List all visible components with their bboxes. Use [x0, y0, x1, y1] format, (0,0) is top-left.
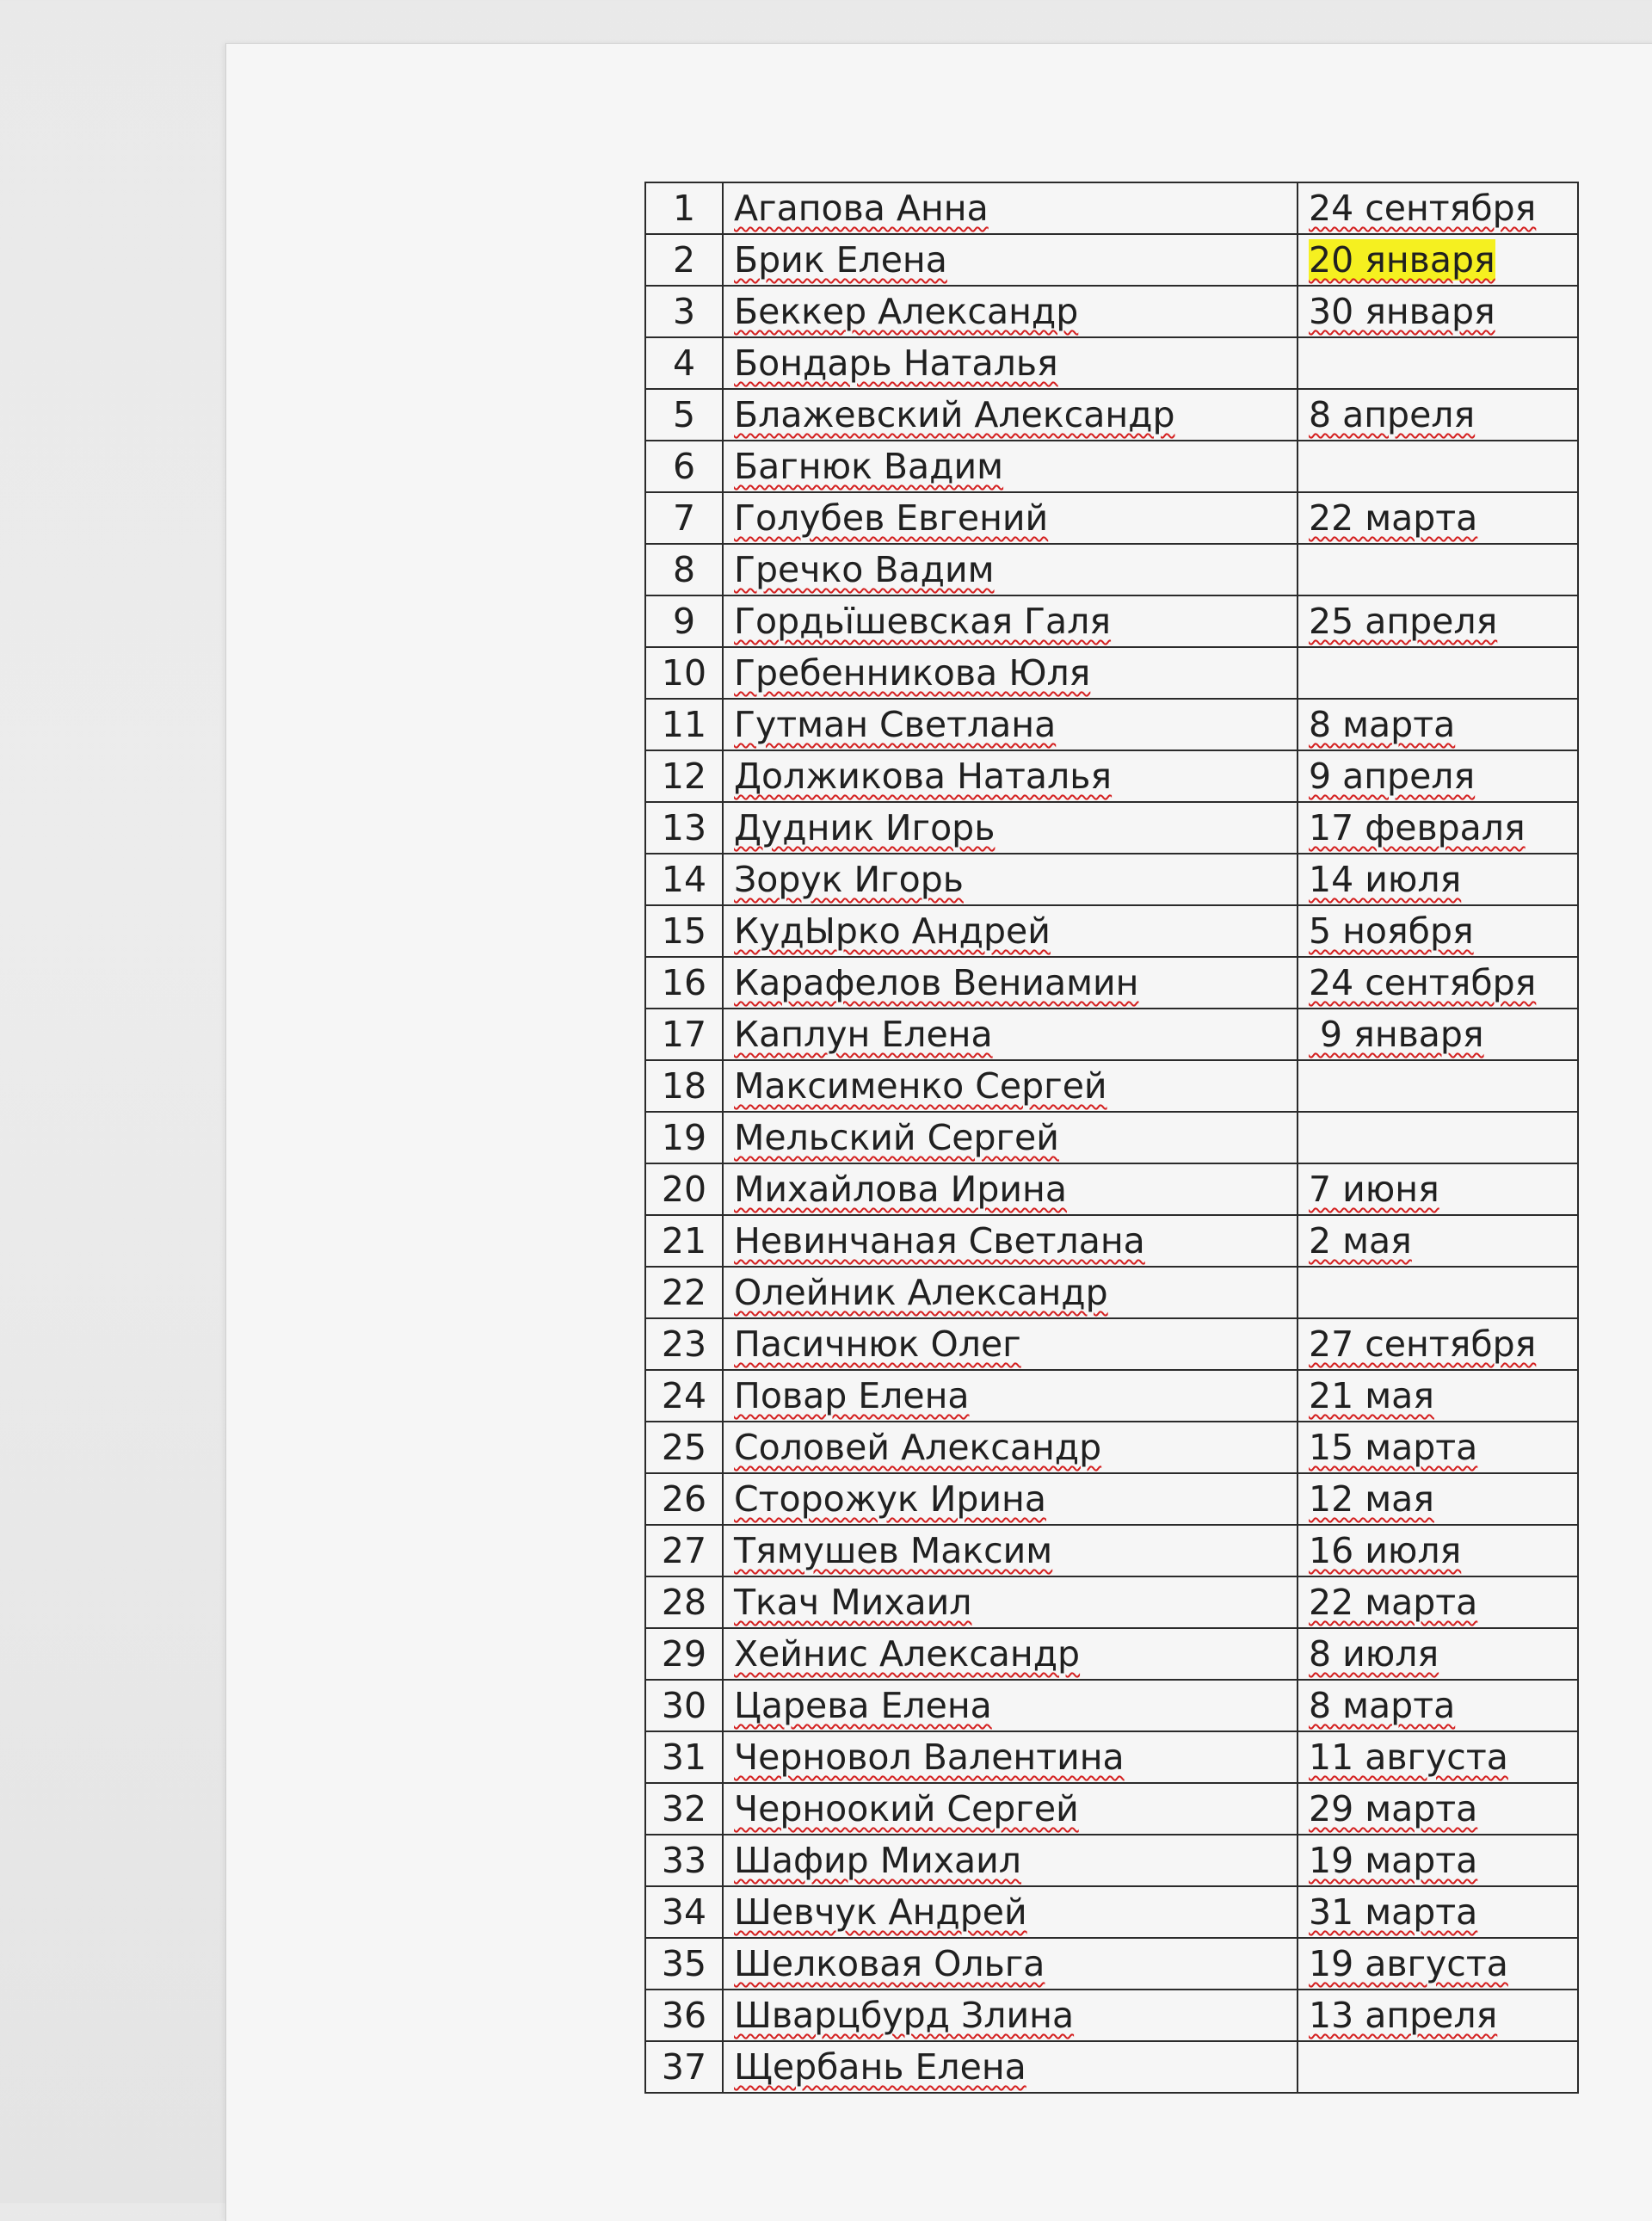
row-number: 26 — [645, 1473, 723, 1525]
row-number: 19 — [645, 1112, 723, 1163]
birthday-date: 8 апреля — [1309, 394, 1476, 435]
table-row — [645, 1576, 1578, 1628]
row-number: 5 — [645, 389, 723, 441]
table-row — [645, 1473, 1578, 1525]
person-name-cell[interactable] — [723, 957, 1298, 1009]
person-name-cell[interactable] — [723, 750, 1298, 802]
person-name: Зорук Игорь — [734, 859, 964, 900]
birthday-date: 19 марта — [1309, 1840, 1478, 1881]
person-name: Гребенникова Юля — [734, 652, 1091, 694]
birthday-date: 17 февраля — [1309, 807, 1526, 848]
birthday-cell[interactable] — [1298, 957, 1578, 1009]
row-number: 32 — [645, 1783, 723, 1835]
birthday-cell[interactable] — [1298, 1473, 1578, 1525]
birthday-cell[interactable] — [1298, 182, 1578, 234]
table-row — [645, 337, 1578, 389]
person-name-cell[interactable] — [723, 1938, 1298, 1990]
birthday-cell[interactable] — [1298, 1009, 1578, 1060]
table-row — [645, 1628, 1578, 1680]
birthday-date: 22 марта — [1309, 497, 1478, 539]
birthday-cell[interactable] — [1298, 1783, 1578, 1835]
person-name: Соловей Александр — [734, 1427, 1102, 1468]
table-row — [645, 854, 1578, 905]
birthday-date: 27 сентября — [1309, 1323, 1537, 1365]
person-name-cell[interactable] — [723, 544, 1298, 595]
person-name: Черноокий Сергей — [734, 1788, 1079, 1829]
table-row — [645, 1422, 1578, 1473]
person-name-cell[interactable] — [723, 1370, 1298, 1422]
table-row — [645, 544, 1578, 595]
table-row — [645, 1886, 1578, 1938]
person-name: Хейнис Александр — [734, 1633, 1081, 1675]
row-number: 22 — [645, 1267, 723, 1318]
table-row — [645, 595, 1578, 647]
birthday-date: 25 апреля — [1309, 601, 1498, 642]
birthday-date: 29 марта — [1309, 1788, 1478, 1829]
person-name-cell[interactable] — [723, 1318, 1298, 1370]
table-row — [645, 1783, 1578, 1835]
birthday-cell[interactable] — [1298, 544, 1578, 595]
birthday-date: 21 мая — [1309, 1375, 1434, 1416]
birthday-cell[interactable] — [1298, 854, 1578, 905]
row-number: 25 — [645, 1422, 723, 1473]
row-number: 29 — [645, 1628, 723, 1680]
person-name: Шелковая Ольга — [734, 1943, 1045, 1984]
table-row — [645, 1525, 1578, 1576]
birthday-date: 14 июля — [1309, 859, 1462, 900]
birthday-date: 24 сентября — [1309, 188, 1537, 229]
birthday-cell[interactable] — [1298, 492, 1578, 544]
table-row — [645, 1215, 1578, 1267]
person-name-cell[interactable] — [723, 286, 1298, 337]
birthday-cell[interactable] — [1298, 1680, 1578, 1731]
row-number: 3 — [645, 286, 723, 337]
row-number: 4 — [645, 337, 723, 389]
row-number: 33 — [645, 1835, 723, 1886]
birthday-date: 15 марта — [1309, 1427, 1478, 1468]
birthday-cell[interactable] — [1298, 1163, 1578, 1215]
row-number: 37 — [645, 2041, 723, 2093]
birthday-cell[interactable] — [1298, 337, 1578, 389]
table-row — [645, 1163, 1578, 1215]
person-name: Голубев Евгений — [734, 497, 1049, 539]
birthday-cell[interactable] — [1298, 1628, 1578, 1680]
birthday-cell[interactable] — [1298, 1370, 1578, 1422]
person-name-cell[interactable] — [723, 2041, 1298, 2093]
birthday-cell[interactable] — [1298, 647, 1578, 699]
person-name-cell[interactable] — [723, 1422, 1298, 1473]
person-name-cell[interactable] — [723, 1525, 1298, 1576]
person-name: Карафелов Вениамин — [734, 962, 1139, 1003]
person-name: Гутман Светлана — [734, 704, 1057, 745]
birthday-date: 16 июля — [1309, 1530, 1462, 1571]
birthday-date: 9 апреля — [1309, 756, 1476, 797]
row-number: 8 — [645, 544, 723, 595]
birthday-date: 22 марта — [1309, 1582, 1478, 1623]
row-number: 16 — [645, 957, 723, 1009]
person-name-cell[interactable] — [723, 441, 1298, 492]
birthday-date: 8 марта — [1309, 704, 1456, 745]
person-name: Пасичнюк Олег — [734, 1323, 1021, 1365]
row-number: 7 — [645, 492, 723, 544]
row-number: 21 — [645, 1215, 723, 1267]
person-name: Каплун Елена — [734, 1014, 993, 1055]
person-name-cell[interactable] — [723, 1886, 1298, 1938]
person-name-cell[interactable] — [723, 854, 1298, 905]
birthday-cell[interactable] — [1298, 595, 1578, 647]
row-number: 6 — [645, 441, 723, 492]
person-name-cell[interactable] — [723, 1112, 1298, 1163]
birthday-cell[interactable] — [1298, 389, 1578, 441]
birthday-cell[interactable] — [1298, 1835, 1578, 1886]
person-name-cell[interactable] — [723, 647, 1298, 699]
person-name-cell[interactable] — [723, 389, 1298, 441]
person-name-cell[interactable] — [723, 182, 1298, 234]
table-row — [645, 905, 1578, 957]
person-name-cell[interactable] — [723, 1680, 1298, 1731]
person-name-cell[interactable] — [723, 1731, 1298, 1783]
person-name-cell[interactable] — [723, 1473, 1298, 1525]
row-number: 36 — [645, 1990, 723, 2041]
table-row — [645, 957, 1578, 1009]
person-name-cell[interactable] — [723, 1163, 1298, 1215]
person-name: Тямушев Максим — [734, 1530, 1053, 1571]
birthday-cell[interactable] — [1298, 1886, 1578, 1938]
person-name-cell[interactable] — [723, 905, 1298, 957]
table-row — [645, 1938, 1578, 1990]
birthday-cell[interactable] — [1298, 1060, 1578, 1112]
row-number: 2 — [645, 234, 723, 286]
birthday-cell[interactable] — [1298, 1318, 1578, 1370]
table-row — [645, 2041, 1578, 2093]
person-name-cell[interactable] — [723, 1783, 1298, 1835]
table-row — [645, 1990, 1578, 2041]
birthday-date: 19 августа — [1309, 1943, 1508, 1984]
person-name: Багнюк Вадим — [734, 446, 1004, 487]
birthday-date: 30 января — [1309, 291, 1495, 332]
birthday-date: 8 марта — [1309, 1685, 1456, 1726]
document-page — [225, 43, 1652, 2221]
person-name: Шварцбурд Злина — [734, 1995, 1075, 2036]
person-name-cell[interactable] — [723, 234, 1298, 286]
birthday-date: 9 января — [1309, 1014, 1484, 1055]
row-number: 10 — [645, 647, 723, 699]
table-row — [645, 1370, 1578, 1422]
row-number: 31 — [645, 1731, 723, 1783]
person-name-cell[interactable] — [723, 1835, 1298, 1886]
row-number: 14 — [645, 854, 723, 905]
roster-table — [644, 182, 1579, 2094]
birthday-cell[interactable] — [1298, 1112, 1578, 1163]
birthday-cell[interactable] — [1298, 1731, 1578, 1783]
row-number: 35 — [645, 1938, 723, 1990]
birthday-cell[interactable] — [1298, 1422, 1578, 1473]
person-name: Брик Елена — [734, 239, 947, 281]
birthday-cell[interactable] — [1298, 1576, 1578, 1628]
table-row — [645, 492, 1578, 544]
birthday-cell[interactable] — [1298, 750, 1578, 802]
birthday-cell[interactable] — [1298, 1267, 1578, 1318]
row-number: 24 — [645, 1370, 723, 1422]
birthday-cell[interactable] — [1298, 1525, 1578, 1576]
table-row — [645, 750, 1578, 802]
row-number: 28 — [645, 1576, 723, 1628]
person-name-cell[interactable] — [723, 1990, 1298, 2041]
row-number: 23 — [645, 1318, 723, 1370]
person-name: Должикова Наталья — [734, 756, 1113, 797]
table-row — [645, 1009, 1578, 1060]
birthday-date: 31 марта — [1309, 1891, 1478, 1933]
person-name-cell[interactable] — [723, 699, 1298, 750]
table-row — [645, 1835, 1578, 1886]
birthday-cell[interactable] — [1298, 441, 1578, 492]
row-number: 17 — [645, 1009, 723, 1060]
row-number: 12 — [645, 750, 723, 802]
birthday-cell[interactable] — [1298, 699, 1578, 750]
birthday-cell[interactable] — [1298, 234, 1578, 286]
birthday-date: 8 июля — [1309, 1633, 1439, 1675]
person-name: Максименко Сергей — [734, 1065, 1107, 1107]
person-name-cell[interactable] — [723, 595, 1298, 647]
person-name: КудЫрко Андрей — [734, 910, 1051, 952]
birthday-cell[interactable] — [1298, 1215, 1578, 1267]
table-row — [645, 389, 1578, 441]
person-name: Гречко Вадим — [734, 549, 995, 590]
table-row — [645, 647, 1578, 699]
table-row — [645, 1680, 1578, 1731]
person-name: Шафир Михаил — [734, 1840, 1021, 1881]
row-number: 27 — [645, 1525, 723, 1576]
person-name: Повар Елена — [734, 1375, 970, 1416]
person-name: Невинчаная Светлана — [734, 1220, 1145, 1262]
person-name-cell[interactable] — [723, 1060, 1298, 1112]
birthday-cell[interactable] — [1298, 2041, 1578, 2093]
birthday-date: 7 июня — [1309, 1169, 1439, 1210]
birthday-date-highlighted: 20 января — [1309, 239, 1495, 281]
row-number: 1 — [645, 182, 723, 234]
person-name: Гордьїшевская Галя — [734, 601, 1112, 642]
person-name-cell[interactable] — [723, 1215, 1298, 1267]
row-number: 13 — [645, 802, 723, 854]
person-name-cell[interactable] — [723, 492, 1298, 544]
person-name: Царева Елена — [734, 1685, 992, 1726]
person-name: Черновол Валентина — [734, 1737, 1125, 1778]
birthday-date: 13 апреля — [1309, 1995, 1498, 2036]
row-number: 15 — [645, 905, 723, 957]
person-name: Михайлова Ирина — [734, 1169, 1067, 1210]
person-name-cell[interactable] — [723, 802, 1298, 854]
table-row — [645, 699, 1578, 750]
row-number: 11 — [645, 699, 723, 750]
person-name-cell[interactable] — [723, 1009, 1298, 1060]
table-row — [645, 234, 1578, 286]
row-number: 34 — [645, 1886, 723, 1938]
birthday-date: 2 мая — [1309, 1220, 1412, 1262]
person-name: Сторожук Ирина — [734, 1478, 1046, 1520]
row-number: 18 — [645, 1060, 723, 1112]
person-name: Шевчук Андрей — [734, 1891, 1027, 1933]
row-number: 30 — [645, 1680, 723, 1731]
table-row — [645, 1731, 1578, 1783]
birthday-cell[interactable] — [1298, 802, 1578, 854]
person-name-cell[interactable] — [723, 1628, 1298, 1680]
table-row — [645, 182, 1578, 234]
table-row — [645, 1112, 1578, 1163]
person-name: Беккер Александр — [734, 291, 1079, 332]
table-row — [645, 802, 1578, 854]
table-row — [645, 286, 1578, 337]
person-name: Блажевский Александр — [734, 394, 1175, 435]
person-name: Мельский Сергей — [734, 1117, 1059, 1158]
birthday-date: 12 мая — [1309, 1478, 1434, 1520]
person-name-cell[interactable] — [723, 1267, 1298, 1318]
roster-table-body — [645, 182, 1578, 2093]
birthday-date: 11 августа — [1309, 1737, 1508, 1778]
birthday-cell[interactable] — [1298, 905, 1578, 957]
table-row — [645, 1267, 1578, 1318]
table-row — [645, 1318, 1578, 1370]
table-row — [645, 1060, 1578, 1112]
birthday-cell[interactable] — [1298, 286, 1578, 337]
row-number: 20 — [645, 1163, 723, 1215]
birthday-date: 24 сентября — [1309, 962, 1537, 1003]
birthday-date: 5 ноября — [1309, 910, 1474, 952]
person-name: Дудник Игорь — [734, 807, 996, 848]
birthday-cell[interactable] — [1298, 1938, 1578, 1990]
person-name: Ткач Михаил — [734, 1582, 972, 1623]
row-number: 9 — [645, 595, 723, 647]
person-name: Бондарь Наталья — [734, 342, 1058, 384]
table-row — [645, 441, 1578, 492]
person-name: Олейник Александр — [734, 1272, 1108, 1313]
person-name: Щербань Елена — [734, 2046, 1026, 2088]
birthday-cell[interactable] — [1298, 1990, 1578, 2041]
person-name-cell[interactable] — [723, 1576, 1298, 1628]
person-name-cell[interactable] — [723, 337, 1298, 389]
person-name: Агапова Анна — [734, 188, 989, 229]
